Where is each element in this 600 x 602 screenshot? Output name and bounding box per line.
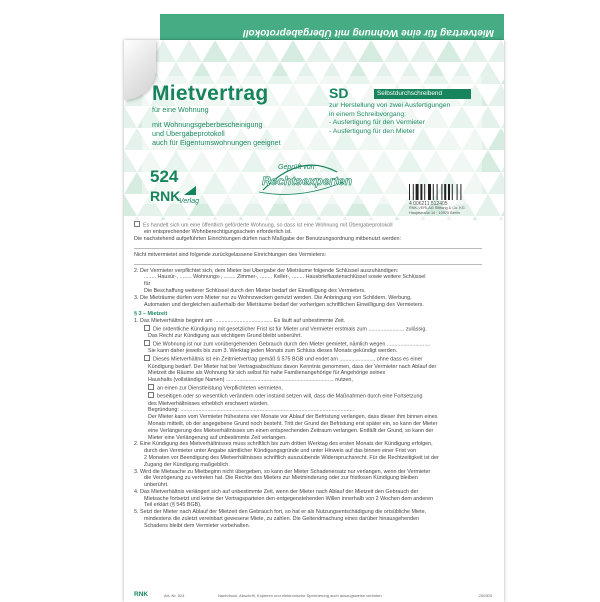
form-text-line	[134, 421, 482, 428]
barcode-bar	[424, 184, 425, 200]
form-text: des Mietverhältnisses erheblich erschwert würden.	[148, 400, 269, 407]
pattern-triangle	[462, 216, 488, 220]
pattern-triangle	[150, 216, 176, 220]
form-text-line	[134, 355, 482, 363]
badge-line2: Rechtsexperten	[262, 174, 353, 188]
pattern-triangle	[436, 216, 462, 220]
form-text: Das Recht zur Kündigung aus wichtigem Grund bleibt unberührt.	[148, 333, 303, 340]
form-text: Dieses Mietverhältnis ist ein Zeitmietvertrag gemäß § 575 BGB und endet am ......................., ohne dass es einer	[153, 356, 423, 363]
form-text: Automaten und dergleichen außerhalb der Mieträume bedarf der vorherigen schriftlichen Einwilligung des Vermieters.	[144, 301, 424, 308]
pattern-triangle	[332, 216, 358, 220]
pattern-triangle	[488, 216, 504, 220]
pattern-triangle	[436, 40, 462, 62]
form-text: unberührt.	[144, 482, 169, 489]
form-text: 2. Der Vermieter verpflichtet sich, dem Mieter bei Übergabe der Mieträume folgende Schlüssel auszuhändigen:	[134, 267, 399, 274]
form-text: 2. Eine Kündigung des Mietverhältnisses muss schriftlich bis zum dritten Werktag des ersten Monats der Kündigung erfolgen,	[134, 441, 433, 448]
pattern-triangle	[202, 40, 228, 62]
form-text-line	[134, 455, 482, 462]
form-text: Die Beschaffung weiterer Schlüssel durch den Mieter bedarf der Einwilligung des Vermieters.	[144, 288, 366, 295]
form-text: Schadens bleibt dem Vermieter vorbehalten.	[144, 522, 251, 529]
badge-line1: Geprüft von	[278, 164, 315, 171]
form-text-line	[134, 221, 482, 229]
form-text: § 3 – Mietzeit	[134, 311, 168, 318]
form-text: Nicht mitvermietet sind folgende zurückgelassene Einrichtungen des Vermieters:	[134, 251, 327, 258]
barcode-bar	[444, 184, 446, 200]
cover-description-line: mit Wohnungsgeberbescheinigung	[152, 120, 263, 129]
barcode-bar	[420, 184, 422, 200]
sd-description-line: in einem Schreibvorgang:	[329, 110, 407, 118]
cover-subtitle: für eine Wohnung	[152, 105, 209, 114]
back-sheet-title: Mietvertrag für eine Wohnung mit Übergabeprotokoll	[243, 27, 494, 38]
footer-copyright-note: Nachdruck, Abschrift, Kopieren und elektronische Speicherung auch auszugsweise verboten.	[218, 593, 383, 598]
pattern-triangle	[410, 40, 436, 62]
pattern-triangle	[384, 40, 410, 62]
form-text-line	[134, 407, 482, 414]
footer-article-number: Art.-Nr. 524	[164, 593, 185, 598]
form-text-line	[134, 448, 482, 455]
form-fill-line	[134, 264, 482, 265]
form-text: Mietzeit die Räume als Wohnung für sich selbst für nahe Familienangehörige für Angehörige seines	[148, 370, 386, 377]
barcode-bar	[413, 184, 414, 200]
sd-badge: Selbstdurchschreibend	[374, 89, 471, 99]
pattern-triangle	[124, 194, 137, 216]
logo-arrow-icon	[184, 186, 196, 195]
checkbox[interactable]	[148, 384, 154, 390]
pattern-triangle	[462, 40, 488, 62]
form-text-line	[134, 318, 482, 325]
form-number: 524	[150, 167, 179, 186]
form-text-line	[134, 325, 482, 333]
page-footer	[134, 592, 492, 600]
form-text-line	[134, 252, 482, 259]
form-text-line	[134, 469, 482, 476]
publisher-logo-sub: Verlag	[179, 198, 199, 205]
barcode-bar	[433, 184, 434, 200]
form-text: 3. Die Mieträume dürfen vom Mieter nur zu Wohnzwecken genutzt werden. Die Anbringung von Schildern, Werbung,	[134, 294, 412, 301]
barcode-bar	[448, 184, 450, 200]
form-text: 2 Monaten vor Beendigung des Mietverhältnisses schriftlich auszuübende Widerspruchsrecht. Für die Rechtzeitigkeit ist der	[144, 454, 439, 461]
barcode-bar	[428, 184, 431, 200]
form-text: Der Mieter kann vom Vermieter frühestens vier Monate vor Ablauf der Befristung verlangen, dass dieser ihm binnen eines	[148, 414, 438, 421]
form-text-line	[134, 333, 482, 340]
front-cover	[124, 40, 504, 220]
form-text-line	[134, 516, 482, 523]
form-text: beseitigen oder so wesentlich verändern oder instand setzen will, dass die Maßnahmen durch eine Fortsetzung	[157, 393, 423, 400]
barcode-bar	[416, 184, 419, 200]
pattern-triangle	[488, 40, 504, 62]
form-text-line	[134, 392, 482, 400]
footer-code: 200303	[478, 593, 492, 598]
form-text: Die ordentliche Kündigung mit gesetzlicher Frist ist für Mieter und Vermieter erstmals zum ........................ zulässig.	[153, 326, 427, 333]
form-text-line	[134, 489, 482, 496]
form-text: an einen zur Dienstleistung Verpflichteten vermieten,	[157, 385, 283, 392]
barcode-bar	[460, 184, 461, 200]
footer-logo: RNK	[134, 591, 149, 598]
barcode-bar	[409, 184, 410, 200]
sd-description	[329, 102, 450, 136]
pattern-triangle	[202, 216, 228, 220]
form-text: durch den Vermieter unter Angabe sämtlicher Kündigungsgründe und unter Hinweis auf das binnen einer Frist von	[144, 448, 417, 455]
form-text: Monats mitteilt, ob der angegebene Grund noch besteht. Tritt der Grund der Befristung erst später ein, so kann der Mieter	[148, 420, 438, 427]
publisher-line: RNK-VERLAG Stiftung & Co. KG	[409, 206, 465, 210]
pattern-triangle	[254, 216, 280, 220]
form-text: 1. Das Mietverhältnis beginnt am ....................................... Es läuft auf unbestimmte Zeit.	[134, 318, 346, 325]
pattern-triangle	[176, 216, 202, 220]
sd-description-line: zur Herstellung von zwei Ausfertigungen	[329, 102, 451, 109]
pattern-triangle	[332, 40, 358, 62]
barcode-bar	[441, 184, 442, 200]
form-text: Sie kann daher jeweils bis zum 3. Werktag jeden Monats zum Schluss dieses Monats gekündigt werden.	[148, 348, 398, 355]
pattern-triangle	[228, 216, 254, 220]
barcode-number: 4 006211 512405	[409, 201, 448, 207]
pattern-triangle	[358, 216, 384, 220]
form-text-line	[134, 236, 482, 243]
form-text-line	[134, 502, 482, 509]
pattern-triangle	[410, 216, 436, 220]
pattern-triangle	[280, 216, 306, 220]
form-text-line	[134, 348, 482, 355]
document-paper	[124, 40, 504, 602]
form-text-line	[134, 288, 482, 295]
pattern-triangle	[501, 106, 504, 128]
barcode-bar	[457, 184, 458, 200]
form-text: 5. Setzt der Mieter nach Ablauf der Mietzeit den Gebrauch fort, so hat er als Nutzungsentschädigung die ortsübliche Miete,	[134, 509, 427, 516]
form-text: Die nachstehend aufgeführten Einrichtungen dürfen nach Maßgabe der Benutzungsordnung mitbenutzt werden:	[134, 236, 402, 243]
form-text: Kündigung bedarf. Der Mieter hat bei Vertragsabschluss davon Kenntnis genommen, dass der Vermieter nach Ablauf der	[148, 363, 437, 370]
pattern-triangle	[280, 40, 306, 62]
checkbox[interactable]	[148, 392, 154, 398]
publisher-logo: RNK	[150, 188, 181, 204]
form-text: mindestens die zuletzt vereinbart gewesene Miete, zu zahlen. Die Geltendmachung eines darüber hinausgehenden	[144, 516, 420, 523]
pattern-triangle	[228, 40, 254, 62]
pattern-triangle	[384, 216, 410, 220]
form-text: Haushalts (vollständige Namen) ........................................................................ nutzen,	[148, 377, 353, 384]
form-text-line	[134, 340, 482, 348]
sd-description-line: - Ausfertigung für den Vermieter	[329, 119, 425, 127]
form-text-line	[134, 364, 482, 371]
pattern-triangle	[124, 150, 137, 172]
form-text: Zugang der Kündigung maßgeblich.	[144, 461, 230, 468]
pattern-triangle	[501, 150, 504, 172]
form-text: ........ Hausür-, ........ Wohnungs-, ........ Zimmer-, ........ Keller-, ........ Hausbriefkastenschlüssel sowie weitere Schlüssel	[144, 274, 426, 281]
cover-description-line: und Übergabeprotokoll	[152, 129, 225, 139]
cover-title: Mietvertrag	[152, 82, 269, 105]
barcode-bar	[452, 184, 453, 200]
checkbox[interactable]	[134, 221, 140, 227]
form-text-line	[134, 435, 482, 442]
pattern-triangle	[306, 40, 332, 62]
barcode-icon	[409, 184, 469, 200]
publisher-address	[409, 206, 465, 215]
publisher-line: Hauptstraße 14 · 10975 Berlin	[409, 210, 460, 215]
form-text-line	[134, 302, 482, 309]
pattern-triangle	[488, 128, 504, 150]
form-text-line	[134, 268, 482, 275]
checkbox[interactable]	[144, 325, 150, 331]
form-text-line	[134, 414, 482, 421]
pattern-triangle	[124, 216, 150, 220]
form-fill-line	[134, 248, 482, 249]
form-text: Mieter eine Verlängerung auf unbestimmte Zeit verlangen.	[148, 434, 287, 441]
pattern-triangle	[124, 106, 137, 128]
pattern-triangle	[306, 216, 332, 220]
pattern-triangle	[501, 194, 504, 216]
form-text-line	[134, 377, 482, 384]
form-text-line	[134, 229, 482, 236]
pattern-triangle	[488, 84, 504, 106]
pattern-triangle	[358, 40, 384, 62]
form-text-line	[134, 295, 482, 302]
form-text-line	[134, 370, 482, 377]
cover-description-line: auch für Eigentumswohnungen geeignet	[152, 138, 281, 148]
form-text-line	[134, 482, 482, 489]
form-text: 3. Wird die Mietsache zu Mietbeginn nicht übergeben, so kann der Mieter Schadenersatz nur verlangen, wenn der Vermieter	[134, 468, 431, 475]
form-text-line	[134, 509, 482, 516]
sd-label: SD	[329, 85, 349, 101]
pattern-triangle	[254, 40, 280, 62]
form-text: Begründung: ....................................................................................................................	[148, 407, 355, 414]
checkbox[interactable]	[144, 355, 150, 361]
cover-description	[152, 120, 281, 148]
form-text-line	[134, 523, 482, 530]
sd-description-line: - Ausfertigung für den Mieter	[329, 127, 415, 135]
form-text-line	[134, 281, 482, 288]
pattern-triangle	[488, 172, 504, 194]
form-text: ein entsprechender Wohnberechtigungsschein erforderlich ist.	[144, 229, 292, 236]
section-heading	[134, 311, 482, 318]
form-text: 4. Das Mietverhältnis verlängert sich auf unbestimmte Zeit, wenn der Mieter nach Ablauf der Mietzeit den Gebrauch der	[134, 488, 419, 495]
checkbox[interactable]	[144, 340, 150, 346]
form-text-line	[134, 441, 482, 448]
pattern-triangle	[176, 40, 202, 62]
form-text-line	[134, 274, 482, 281]
form-text-line	[134, 384, 482, 392]
barcode-bar	[437, 184, 438, 200]
form-text: Es handelt sich um eine öffentlich geförderte Wohnung, so dass ist eine Wohnung mit Übergabeprotokoll	[143, 222, 393, 229]
form-text: Mietsache fortsetzt und keine der Vertragsparteien den entgegenstehenden Willen innerhalb von 2 Wochen dem anderen	[144, 495, 434, 502]
contract-form-body	[134, 221, 482, 530]
form-text-line	[134, 496, 482, 503]
form-text-line	[134, 462, 482, 469]
form-text-line	[134, 428, 482, 435]
form-text: Teil erklärt (§ 545 BGB).	[144, 502, 202, 509]
form-text: Die Wohnung ist nur zum vorübergehenden Gebrauch durch den Mieter gemietet, nämlich wegen .............................	[153, 341, 431, 348]
pattern-triangle	[501, 62, 504, 84]
form-text-line	[134, 401, 482, 408]
form-text: für	[144, 281, 151, 288]
form-text-line	[134, 475, 482, 482]
form-text: eine Verlängerung des Mietverhältnisses um einen entsprechenden Zeitraum verlangen. Entfällt der Grund, so kann der	[148, 427, 434, 434]
form-text: die Verzögerung zu vertreten hat. Die Rechte des Mieters zur Mietminderung oder zur fristlosen Kündigung bleiben	[144, 475, 418, 482]
